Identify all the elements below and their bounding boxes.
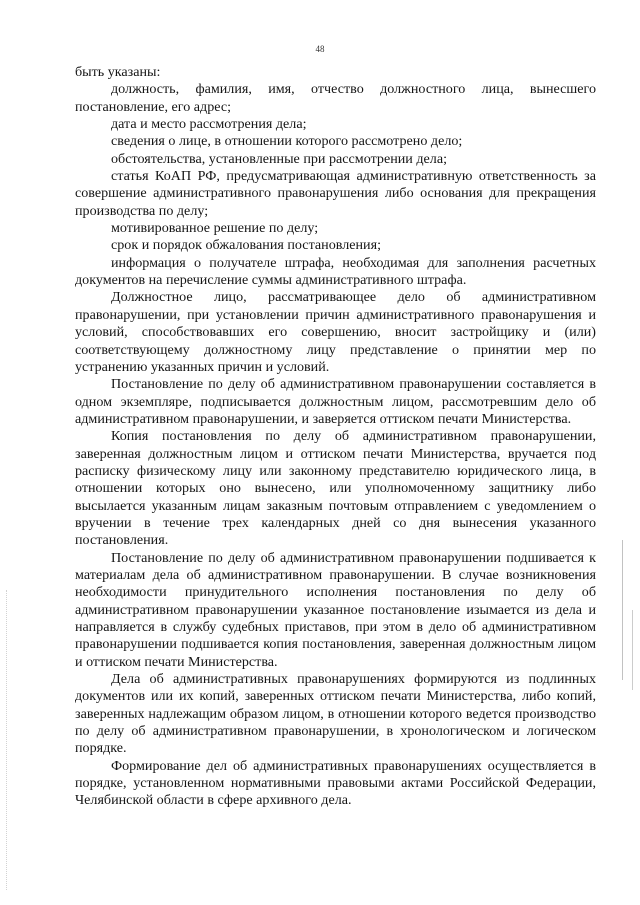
paragraph-resolution-filing: Постановление по делу об административном правонарушении подшивается к материалам дела об административном правонарушении. В случае возникновения необходимости принудительного исполнения постановления по делу об административном правонарушении указанное постановление изымается из дела и направляется в службу судебных приставов, при этом в дело об административном правонарушении подшивается копия постановления, заверенная должностным лицом и оттиском печати Министерства. — [75, 549, 596, 670]
paragraph-intro: быть указаны: — [75, 64, 161, 80]
list-item-official: должность, фамилия, имя, отчество должностного лица, вынесшего постановление, его адрес; — [75, 81, 596, 115]
list-item-fine-recipient: информация о получателе штрафа, необходимая для заполнения расчетных документов на перечисление суммы административного штрафа. — [75, 254, 596, 289]
page-number: 48 — [315, 44, 325, 54]
list-item-appeal: срок и порядок обжалования постановления; — [111, 237, 381, 254]
list-item-article: статья КоАП РФ, предусматривающая административную ответственность за совершение административного правонарушения либо основания для прекращения производства по делу; — [75, 168, 596, 219]
scan-edge-mark — [6, 590, 8, 890]
scan-edge-mark — [622, 540, 625, 680]
paragraph-resolution-drafting: Постановление по делу об административном правонарушении составляется в одном экземпляре, подписывается должностным лицом, рассмотревшим дело об административном правонарушении, и заверяется оттиском печати Министерства. — [75, 376, 596, 427]
paragraph-case-formation: Дела об административных правонарушениях формируются из подлинных документов или их копий, заверенных оттиском печати Министерства, либо копий, заверенных надлежащим образом лицом, в отношении которого ведется производство по делу об административном правонарушении, в хронологическом и логическом порядке. — [75, 671, 596, 757]
scan-edge-mark — [632, 610, 635, 690]
list-item-decision: мотивированное решение по делу; — [111, 220, 319, 237]
paragraph-resolution-copy: Копия постановления по делу об административном правонарушении, заверенная должностным лицом и оттиском печати Министерства, вручается под расписку физическому лицу или законному представителю юридического лица, в отношении которых оно вынесено, или уполномоченному защитнику либо высылается указанным лицам заказным почтовым отправлением с уведомлением о вручении в течение трех календарных дней со дня вынесения указанного постановления. — [75, 428, 596, 549]
paragraph-representation: Должностное лицо, рассматривающее дело об административном правонарушении, при установлении причин административного правонарушения и условий, способствовавших его совершению, вносит застройщику и (или) соответствующему должностному лицу представление о принятии мер по устранению указанных причин и условий. — [75, 289, 596, 375]
list-item-circumstances: обстоятельства, установленные при рассмотрении дела; — [111, 150, 447, 167]
document-body — [75, 64, 596, 810]
list-item-person-info: сведения о лице, в отношении которого рассмотрено дело; — [111, 133, 463, 150]
paragraph-archive: Формирование дел об административных правонарушениях осуществляется в порядке, установленном нормативными правовыми актами Российской Федерации, Челябинской области в сфере архивного дела. — [75, 757, 596, 809]
list-item-date-place: дата и место рассмотрения дела; — [111, 116, 307, 133]
